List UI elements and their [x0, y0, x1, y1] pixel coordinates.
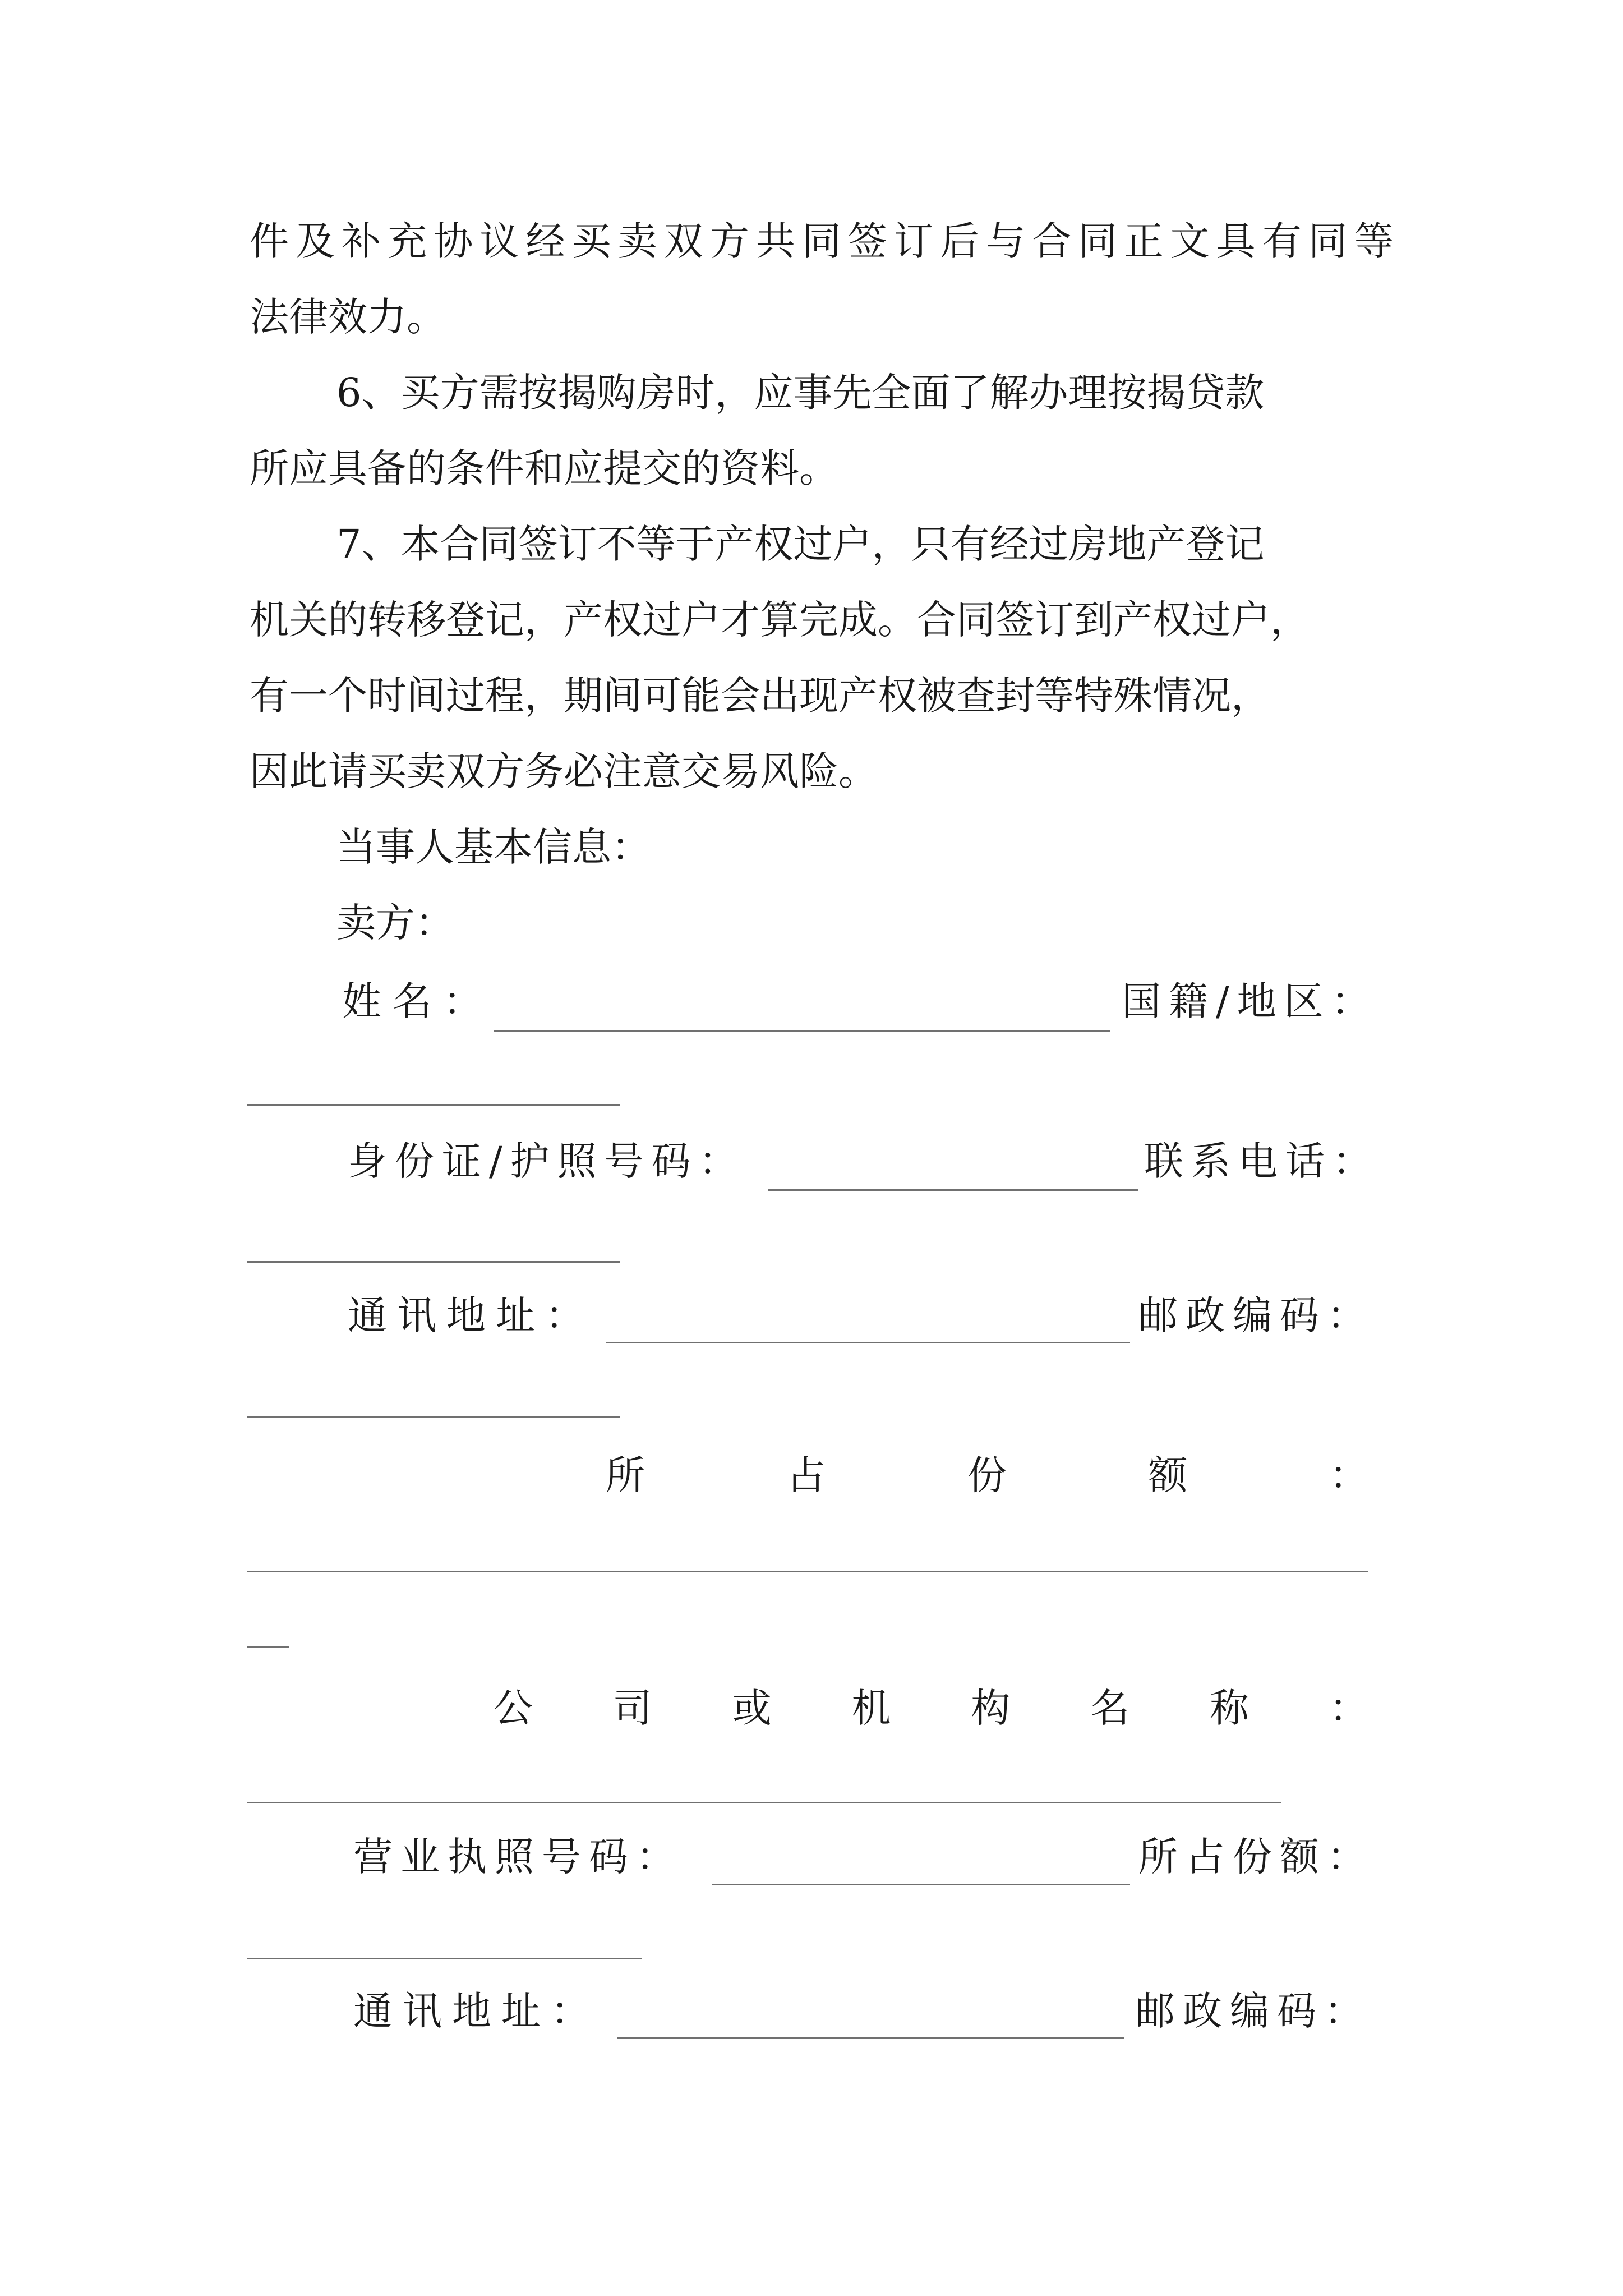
paragraph-char: 同	[801, 218, 841, 264]
paragraph-line	[250, 218, 1394, 264]
paragraph-line: 机关的转移登记，产权过户才算完成。合同签订到产权过户，	[250, 597, 1310, 643]
company-char: ：	[1329, 1685, 1368, 1731]
paragraph-char: 同	[1078, 218, 1118, 264]
paragraph-char: 充	[388, 218, 427, 264]
address-blank[interactable]	[606, 1342, 1130, 1343]
paragraph-char: 件	[250, 218, 289, 264]
paragraph-char: 及	[296, 218, 335, 264]
share-char: 占	[786, 1452, 826, 1498]
company-char: 构	[971, 1685, 1011, 1731]
paragraph-char: 等	[1354, 218, 1394, 264]
company-char: 称	[1210, 1685, 1249, 1731]
company-char: 机	[851, 1685, 891, 1731]
paragraph-char: 买	[571, 218, 611, 264]
license-number-label: 营业执照号码：	[353, 1834, 683, 1880]
company-name-blank[interactable]	[247, 1802, 1281, 1803]
company-name-label	[494, 1685, 1368, 1731]
paragraph-char: 共	[755, 218, 795, 264]
paragraph-char: 签	[848, 218, 888, 264]
paragraph-char: 卖	[617, 218, 657, 264]
share-char: ：	[1329, 1452, 1368, 1498]
paragraph-line: 因此请买卖双方务必注意交易风险。	[250, 748, 878, 794]
share-inline-blank[interactable]	[247, 1958, 642, 1959]
paragraph-char: 与	[986, 218, 1026, 264]
paragraph-char: 同	[1308, 218, 1348, 264]
postal-code-label: 邮政编码：	[1138, 1292, 1374, 1338]
paragraph-char: 协	[434, 218, 473, 264]
paragraph-char: 有	[1262, 218, 1302, 264]
id-number-blank[interactable]	[768, 1189, 1138, 1191]
company-char: 司	[612, 1685, 652, 1731]
company-char: 公	[494, 1685, 533, 1731]
seller-label: 卖方：	[336, 900, 454, 946]
address2-label: 通讯地址：	[353, 1988, 600, 2034]
paragraph-char: 后	[940, 218, 980, 264]
paragraph-line: 所应具备的条件和应提交的资料。	[250, 445, 838, 491]
paragraph-char: 具	[1216, 218, 1256, 264]
paragraph-char: 补	[342, 218, 381, 264]
paragraph-line: 有一个时间过程，期间可能会出现产权被查封等特殊情况，	[250, 673, 1270, 719]
share-inline-label: 所占份额：	[1138, 1834, 1374, 1880]
paragraph-char: 双	[663, 218, 703, 264]
phone-blank[interactable]	[247, 1261, 620, 1263]
paragraph-line: 7、本合同签订不等于产权过户，只有经过房地产登记	[336, 521, 1265, 567]
paragraph-char: 文	[1170, 218, 1210, 264]
postal-code2-label: 邮政编码：	[1136, 1988, 1371, 2034]
paragraph-char: 订	[894, 218, 934, 264]
company-char: 名	[1090, 1685, 1130, 1731]
name-blank[interactable]	[494, 1030, 1110, 1032]
id-number-label: 身份证/护照号码：	[348, 1138, 746, 1184]
nationality-label: 国籍/地区：	[1122, 978, 1378, 1024]
paragraph-line: 法律效力。	[250, 294, 446, 340]
license-number-blank[interactable]	[712, 1884, 1130, 1885]
name-label: 姓名：	[342, 978, 494, 1024]
paragraph-line: 6、买方需按揭购房时，应事先全面了解办理按揭贷款	[336, 370, 1265, 416]
paragraph-char: 经	[525, 218, 565, 264]
share-char: 所	[606, 1452, 645, 1498]
parties-heading: 当事人基本信息：	[336, 824, 651, 870]
phone-label: 联系电话：	[1144, 1138, 1380, 1184]
share-blank-tail[interactable]	[247, 1646, 289, 1648]
postal-code-blank[interactable]	[247, 1416, 620, 1418]
nationality-blank[interactable]	[247, 1104, 620, 1106]
share-char: 份	[967, 1452, 1007, 1498]
paragraph-char: 合	[1032, 218, 1072, 264]
address2-blank[interactable]	[617, 2037, 1124, 2039]
paragraph-char: 正	[1124, 218, 1164, 264]
paragraph-char: 方	[709, 218, 749, 264]
paragraph-char: 议	[479, 218, 519, 264]
share-label	[606, 1452, 1368, 1498]
share-char: 额	[1148, 1452, 1188, 1498]
address-label: 通讯地址：	[348, 1292, 594, 1338]
company-char: 或	[732, 1685, 772, 1731]
share-blank[interactable]	[247, 1571, 1368, 1572]
